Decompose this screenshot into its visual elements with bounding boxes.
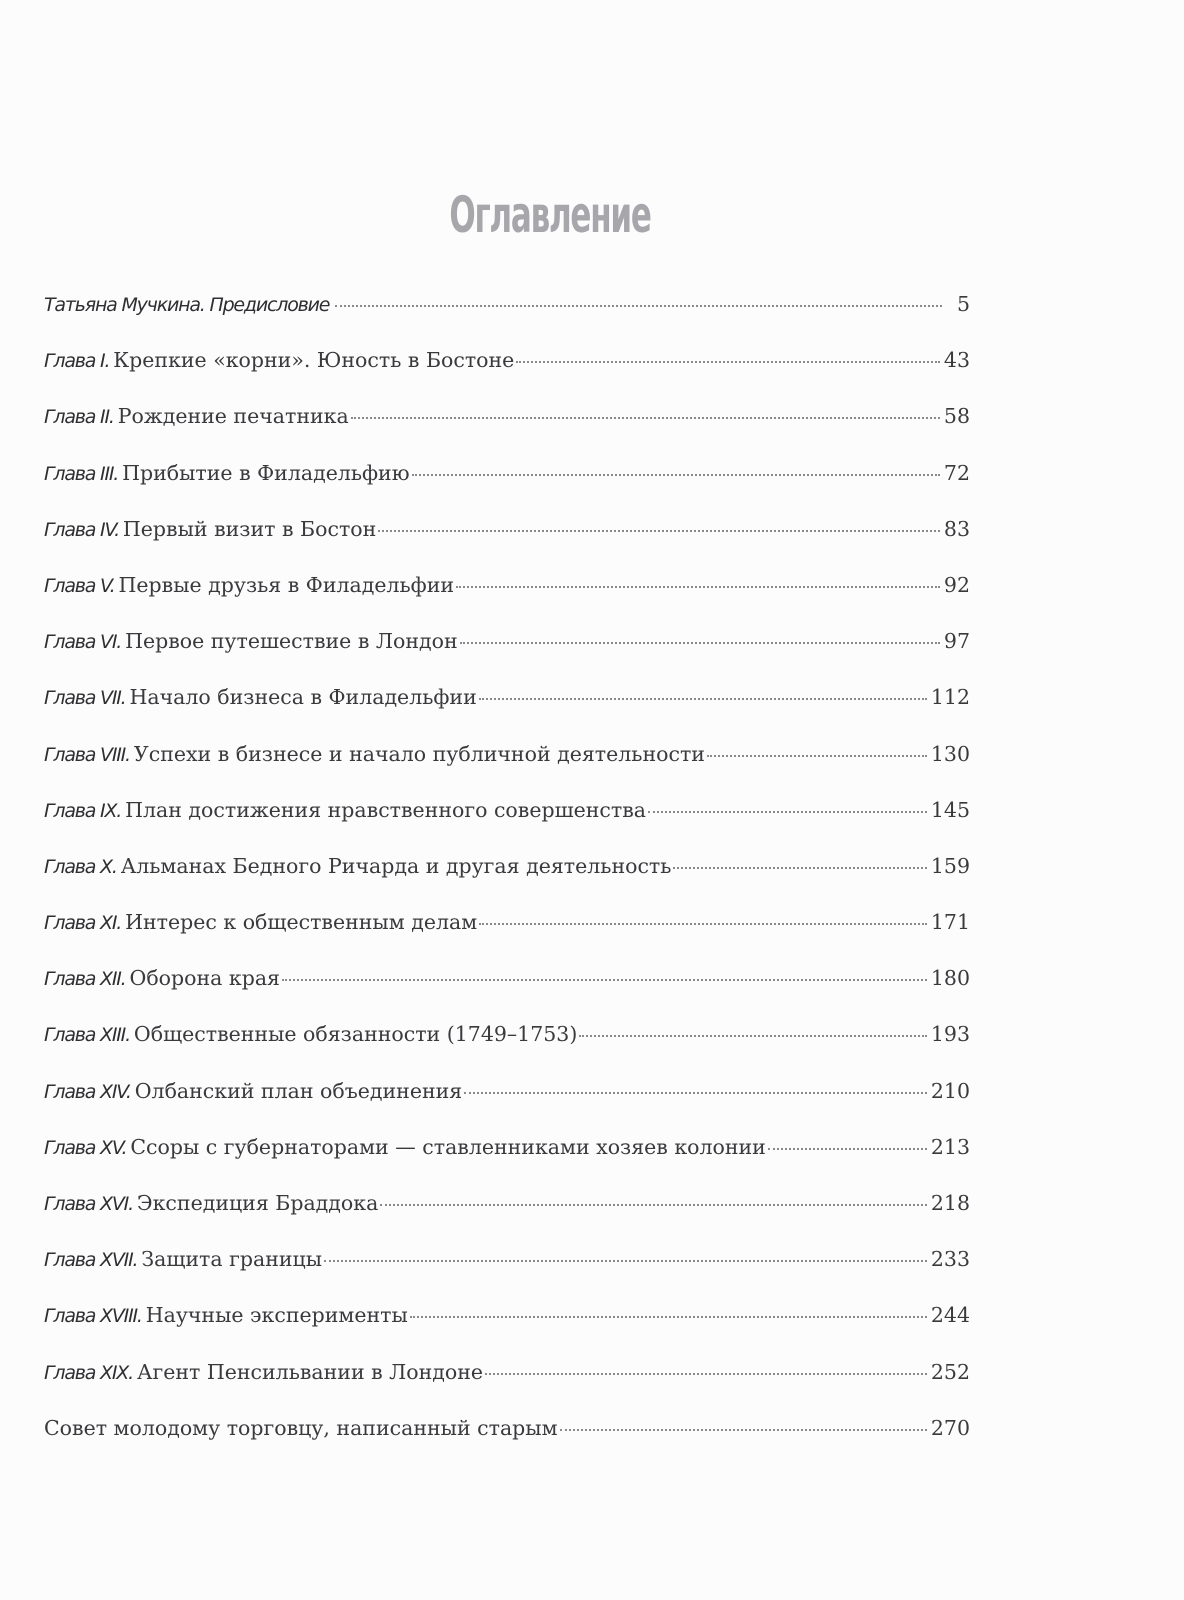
entry-title: Общественные обязанности (1749–1753) [133, 1022, 578, 1047]
entry-page-number: 159 [930, 853, 970, 878]
entry-page-number: 180 [930, 966, 970, 991]
entry-prefix: Глава XIII. [44, 1024, 130, 1047]
toc-entry [44, 402, 970, 458]
dot-leader [479, 923, 927, 925]
entry-prefix: Глава V. [44, 574, 115, 597]
entry-prefix: Глава VII. [44, 687, 126, 710]
entry-title: Интерес к общественным делам [125, 910, 478, 935]
entry-title: Защита границы [141, 1247, 323, 1272]
entry-title: Первые друзья в Филадельфии [118, 572, 455, 597]
entry-title: План достижения нравственного совершенства [125, 797, 647, 822]
entry-title: Первое путешествие в Лондон [125, 629, 458, 654]
entry-prefix: Глава XIV. [44, 1080, 131, 1103]
entry-title: Оборона края [129, 966, 280, 991]
entry-title: Научные эксперименты [145, 1303, 408, 1328]
entry-prefix: Глава IX. [44, 799, 122, 822]
dot-leader [707, 755, 927, 757]
entry-prefix: Глава XVIII. [44, 1305, 142, 1328]
toc-entry [44, 1301, 970, 1357]
entry-prefix: Глава XV. [44, 1136, 127, 1159]
entry-page-number: 97 [943, 629, 970, 654]
dot-leader [456, 586, 940, 588]
entry-page-number: 72 [943, 460, 970, 485]
entry-title: Ссоры с губернаторами — ставленниками хозяев колонии [130, 1134, 766, 1159]
entry-title: Агент Пенсильвании в Лондоне [136, 1359, 484, 1384]
toc-entry [44, 1133, 970, 1189]
entry-title: Экспедиция Браддока [136, 1191, 379, 1215]
dot-leader [380, 1204, 927, 1206]
entry-title: Успехи в бизнесе и начало публичной деятельности [133, 741, 705, 766]
entry-prefix: Глава II. [44, 406, 114, 429]
entry-prefix: Глава XI. [44, 912, 122, 935]
toc-entry [44, 571, 970, 627]
entry-page-number: 270 [930, 1415, 970, 1440]
dot-leader [282, 979, 927, 981]
dot-leader [768, 1148, 927, 1150]
entry-page-number: 5 [956, 292, 970, 316]
toc-entry [44, 908, 970, 964]
toc-entry [44, 627, 970, 683]
entry-page-number: 210 [930, 1078, 970, 1103]
dot-leader [378, 530, 940, 532]
toc-entry [44, 740, 970, 796]
toc-entry [44, 346, 970, 402]
entry-title: Крепкие «корни». Юность в Бостоне [113, 348, 515, 373]
toc-entry [44, 1077, 970, 1133]
toc-entry [44, 515, 970, 571]
dot-leader [516, 361, 940, 363]
entry-prefix: Глава XVI. [44, 1193, 133, 1215]
entry-page-number: 233 [930, 1247, 970, 1272]
entry-page-number: 112 [930, 685, 970, 710]
dot-leader [485, 1373, 927, 1375]
entry-page-number: 83 [943, 516, 970, 541]
entry-prefix: Глава X. [44, 855, 117, 878]
toc-entry [44, 459, 970, 515]
page-title: Оглавление [449, 186, 651, 244]
dot-leader [673, 867, 926, 869]
entry-title: Первый визит в Бостон [122, 516, 377, 541]
entry-prefix: Глава III. [44, 462, 119, 485]
entry-title: Альманах Бедного Ричарда и другая деятельность [120, 853, 672, 878]
dot-leader [410, 1316, 927, 1318]
entry-prefix: Глава XVII. [44, 1249, 138, 1272]
dot-leader [560, 1429, 927, 1431]
entry-title: Совет молодому торговцу, написанный старым [44, 1415, 558, 1440]
entry-page-number: 244 [930, 1303, 970, 1328]
entry-prefix: Глава VI. [44, 631, 122, 654]
toc-entry [44, 852, 970, 908]
entry-page-number: 171 [930, 910, 970, 935]
entry-page-number: 92 [943, 572, 970, 597]
entry-prefix: Глава I. [44, 350, 110, 373]
toc-entry [44, 683, 970, 739]
dot-leader [579, 1035, 927, 1037]
dot-leader [412, 474, 940, 476]
entry-prefix: Глава XIX. [44, 1361, 133, 1384]
toc-entry [44, 1414, 970, 1470]
dot-leader [324, 1260, 927, 1262]
toc-entry [44, 964, 970, 1020]
entry-page-number: 218 [930, 1191, 970, 1215]
entry-page-number: 213 [930, 1134, 970, 1159]
entry-title: Рождение печатника [117, 404, 349, 429]
entry-page-number: 145 [930, 797, 970, 822]
toc-entry [44, 1245, 970, 1301]
entry-prefix: Татьяна Мучкина. Предисловие [44, 294, 330, 316]
dot-leader [648, 811, 927, 813]
toc-entry [44, 1020, 970, 1076]
dot-leader [351, 417, 940, 419]
toc-entry [44, 796, 970, 852]
dot-leader [479, 698, 927, 700]
entry-title: Начало бизнеса в Филадельфии [129, 685, 477, 710]
entry-page-number: 130 [930, 741, 970, 766]
dot-leader [460, 642, 940, 644]
dot-leader [335, 305, 942, 307]
entry-page-number: 43 [943, 348, 970, 373]
toc-entry [44, 290, 970, 346]
entry-title: Прибытие в Филадельфию [122, 460, 410, 485]
table-of-contents [44, 290, 970, 1470]
entry-page-number: 252 [930, 1359, 970, 1384]
entry-title: Олбанский план объединения [134, 1078, 463, 1103]
dot-leader [464, 1092, 927, 1094]
entry-page-number: 58 [943, 404, 970, 429]
entry-prefix: Глава IV. [44, 518, 119, 541]
entry-page-number: 193 [930, 1022, 970, 1047]
entry-prefix: Глава XII. [44, 968, 126, 991]
toc-entry [44, 1189, 970, 1245]
toc-entry [44, 1358, 970, 1414]
entry-prefix: Глава VIII. [44, 743, 130, 766]
